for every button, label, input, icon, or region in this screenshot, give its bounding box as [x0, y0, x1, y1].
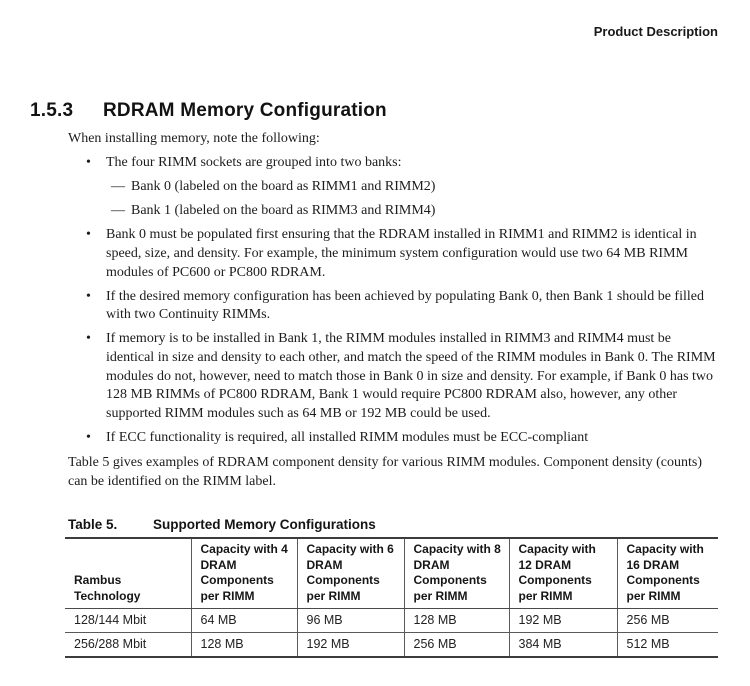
column-header: Capacity with 8 DRAM Components per RIMM	[404, 538, 509, 609]
column-header: Capacity with 4 DRAM Components per RIMM	[191, 538, 297, 609]
table-cell: 128/144 Mbit	[65, 609, 191, 633]
table-row	[65, 633, 718, 658]
bullet-text: If ECC functionality is required, all installed RIMM modules must be ECC-compliant	[106, 429, 589, 445]
table-cell: 96 MB	[297, 609, 404, 633]
bullet-item	[68, 288, 718, 325]
bullet-item	[68, 226, 718, 282]
column-header: Capacity with 12 DRAM Components per RIMM	[509, 538, 617, 609]
table-caption-label: Table 5.	[68, 516, 118, 532]
sub-bullet-text: Bank 0 (labeled on the board as RIMM1 and RIMM2)	[131, 179, 436, 195]
table-cell: 128 MB	[191, 633, 297, 658]
column-header: Capacity with 6 DRAM Components per RIMM	[297, 538, 404, 609]
table-cell: 512 MB	[617, 633, 718, 658]
bullet-item	[68, 330, 718, 423]
bullet-marker: •	[86, 155, 91, 171]
sub-bullet-text: Bank 1 (labeled on the board as RIMM3 and RIMM4)	[131, 203, 436, 219]
running-header: Product Description	[593, 24, 718, 39]
column-header: Capacity with 16 DRAM Components per RIMM	[617, 538, 718, 609]
bullet-text: If the desired memory configuration has been achieved by populating Bank 0, then Bank 1 should be filled with two Continuity RIMMs.	[106, 288, 704, 323]
dash-marker: —	[111, 203, 125, 219]
section-heading	[30, 100, 387, 122]
table-cell: 384 MB	[509, 633, 617, 658]
bullet-marker: •	[86, 227, 91, 243]
table-row	[65, 609, 718, 633]
body-content	[68, 130, 718, 658]
bullet-text: The four RIMM sockets are grouped into two banks:	[106, 155, 402, 171]
table-cell: 192 MB	[509, 609, 617, 633]
table-cell: 256/288 Mbit	[74, 637, 147, 652]
table-caption	[68, 516, 718, 535]
section-number: 1.5.3	[30, 100, 74, 121]
column-header: Rambus Technology	[65, 538, 191, 609]
bullet-item	[68, 154, 718, 173]
intro-paragraph: When installing memory, note the following:	[68, 131, 320, 146]
bullet-item	[68, 429, 718, 448]
bullet-marker: •	[86, 288, 91, 304]
table-caption-title: Supported Memory Configurations	[153, 516, 376, 532]
table-cell: 256 MB	[617, 609, 718, 633]
section-title: RDRAM Memory Configuration	[103, 100, 387, 121]
closing-paragraph: Table 5 gives examples of RDRAM component density for various RIMM modules. Component density (counts) can be identified on the RIMM label.	[68, 455, 702, 489]
sub-bullet-item	[68, 178, 718, 197]
table-header-row	[65, 538, 718, 609]
bullet-text: Bank 0 must be populated first ensuring that the RDRAM installed in RIMM1 and RIMM2 is identical in speed, size, and density. For example, the minimum system configuration would use two 64 MB RIMM modules of PC600 or PC800 RDRAM.	[106, 227, 697, 280]
bullet-marker: •	[86, 429, 91, 445]
memory-configurations-table	[65, 537, 718, 658]
bullet-marker: •	[86, 331, 91, 347]
table-cell: 192 MB	[297, 633, 404, 658]
table-cell: 128 MB	[404, 609, 509, 633]
table-cell: 256 MB	[404, 633, 509, 658]
dash-marker: —	[111, 179, 125, 195]
bullet-text: If memory is to be installed in Bank 1, the RIMM modules installed in RIMM3 and RIMM4 must be identical in size and density to each other, and match the speed of the RIMM modules in Bank 0. The RIMM modules do not, however, need to match those in Bank 0 in size and density. For example, if Bank 0 has two 128 MB RIMMs of PC800 RDRAM, Bank 1 would require PC800 RDRAM also, however, any other supported RIMM modules such as 64 MB or 192 MB could be used.	[106, 331, 716, 421]
sub-bullet-item	[68, 202, 718, 221]
table-cell: 64 MB	[191, 609, 297, 633]
